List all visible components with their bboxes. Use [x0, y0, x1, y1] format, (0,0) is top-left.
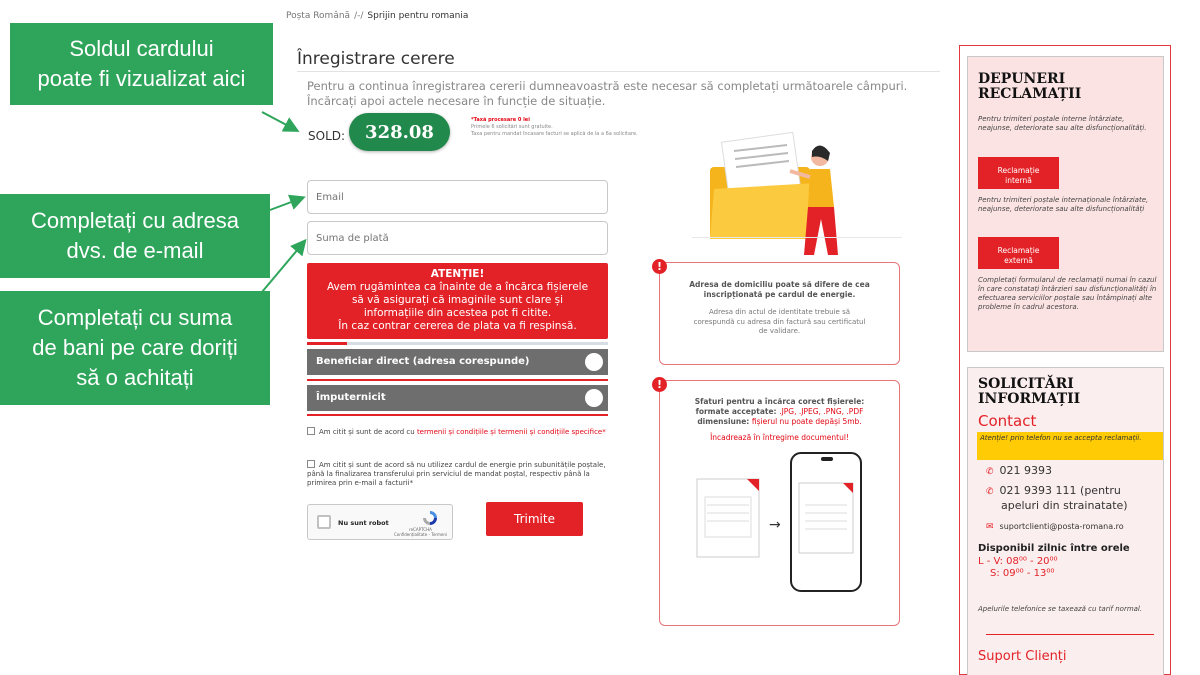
address-card-text: Adresa din actul de identitate trebuie să corespundă cu adresa din factură sau certificatul de validare.: [693, 308, 866, 335]
recaptcha-brand-name: reCAPTCHA: [409, 527, 432, 532]
phone-icon: ✆: [986, 467, 994, 477]
toggle-proxy-label: Împuternicit: [316, 392, 386, 403]
external-complaint-label1: Reclamație: [997, 246, 1040, 255]
phone-icon: ✆: [986, 487, 994, 497]
arrow-icon: [262, 112, 296, 130]
upload-size-value: fișierul nu poate depăși 5mb.: [751, 417, 862, 426]
complaints-title-line1: DEPUNERI: [978, 71, 1066, 87]
tax-note-line2: Taxa pentru mandat încasare facturi se aplică de la a 6a solicitare.: [471, 131, 638, 137]
complaints-title: [978, 72, 1081, 102]
arrow-icon: [270, 198, 302, 210]
warning-line: să vă asigurați că imaginile sunt clare și: [351, 294, 564, 306]
email-row[interactable]: [986, 520, 1124, 534]
sold-balance-badge: 328.08: [349, 113, 450, 151]
mail-icon: ✉: [986, 522, 994, 532]
tax-note-title: *Taxă procesare 0 lei: [471, 117, 530, 123]
upload-formats-label: formate acceptate:: [695, 407, 777, 416]
sold-label: SOLD:: [308, 129, 346, 143]
calls-cost-note: Apelurile telefonice se taxează cu tarif normal.: [978, 605, 1143, 613]
callout-email-line2: dvs. de e-mail: [66, 238, 204, 263]
phone-number: 021 9393: [999, 464, 1053, 477]
callout-email: [0, 194, 270, 278]
folder-illustration: [692, 127, 862, 262]
complaints-panel: [967, 56, 1164, 352]
internal-complaint-text: Pentru trimiteri poștale interne întârziate, neajunse, deteriorate sau alte disfuncționalități.: [978, 115, 1147, 132]
phone-complaint-note: Atenție! prin telefon nu se accepta reclamații.: [977, 432, 1164, 460]
illustration-divider: [692, 237, 902, 238]
form-intro: Pentru a continua înregistrarea cererii dumneavoastră este necesar să completați următoarele câmpuri. Încărcați apoi actele necesare în funcție de situație.: [307, 79, 908, 108]
exclamation-icon: !: [652, 259, 667, 274]
toggle-knob-icon[interactable]: [585, 389, 603, 407]
recaptcha-icon: [422, 510, 438, 526]
phone-abroad-note: apeluri din strainatate): [1001, 499, 1128, 512]
warning-line: Avem rugămintea ca înainte de a încărca fișierele: [326, 281, 589, 293]
breadcrumb-separator: /-/: [354, 11, 364, 21]
info-title-line2: INFORMAȚII: [978, 391, 1081, 407]
callout-amount-line1: Completați cu suma: [37, 305, 233, 330]
terms-text: Am citit și sunt de acord cu: [319, 428, 415, 436]
upload-size: [667, 417, 892, 427]
recaptcha-widget[interactable]: [307, 504, 453, 540]
title-divider: [297, 71, 940, 72]
info-divider: [986, 634, 1154, 635]
card-checkbox-row[interactable]: [307, 460, 612, 488]
document-phone-illustration: [685, 449, 875, 599]
external-complaint-text: Pentru trimiteri poștale internaționale întârziate, neajunse, deteriorate sau alte disfuncționalități: [978, 196, 1149, 213]
upload-formats-value: .JPG, .JPEG, .PNG, .PDF: [779, 407, 864, 416]
card-checkbox-text: Am citit și sunt de acord să nu utilizez cardul de energie prin subunitățile poștale, până la finalizarea transferului prin serviciul de mandat poștal, respectiv până la primirea prin e-mail a facturii*: [307, 461, 606, 487]
toggle-divider: [307, 414, 608, 416]
internal-complaint-label1: Reclamație: [997, 166, 1040, 175]
warning-line: informațiile din acestea pot fi citite.: [363, 307, 552, 319]
breadcrumb-current: Sprijin pentru romania: [367, 11, 469, 21]
phone-abroad-row[interactable]: [986, 484, 1128, 513]
toggle-knob-icon[interactable]: [585, 353, 603, 371]
toggle-proxy[interactable]: [307, 385, 608, 411]
support-title[interactable]: Suport Clienți: [978, 649, 1067, 664]
contact-title: Contact: [978, 412, 1037, 430]
callout-balance: [10, 23, 273, 105]
tax-note-line1: Primele 6 solicitări sunt gratuite.: [471, 124, 553, 130]
upload-formats: [667, 407, 892, 417]
upload-size-label: dimensiune:: [697, 417, 750, 426]
availability-saturday: S: 09⁰⁰ - 13⁰⁰: [990, 568, 1055, 579]
support-email: suportclienti@posta-romana.ro: [999, 522, 1124, 531]
external-complaint-label2: externă: [1004, 256, 1033, 265]
upload-tips-title: Sfaturi pentru a încărca corect fișierele:: [694, 397, 865, 406]
card-checkbox[interactable]: [307, 460, 315, 468]
submit-button[interactable]: Trimite: [486, 502, 583, 536]
exclamation-icon: !: [652, 377, 667, 392]
breadcrumb-home-link[interactable]: Poșta Română: [286, 11, 351, 21]
warning-title: ATENȚIE!: [430, 268, 485, 280]
recaptcha-brand: [394, 527, 447, 537]
callout-email-line1: Completați cu adresa: [31, 208, 239, 233]
internal-complaint-label2: internă: [1005, 176, 1032, 185]
terms-checkbox[interactable]: [307, 427, 315, 435]
address-card-strong: Adresa de domiciliu poate să difere de cea inscripționată pe cardul de energie.: [689, 280, 870, 299]
info-panel: [967, 367, 1164, 675]
recaptcha-label: Nu sunt robot: [338, 519, 389, 527]
toggle-direct-beneficiary[interactable]: [307, 349, 608, 375]
callout-amount: [0, 291, 270, 405]
info-title: [978, 377, 1080, 407]
terms-checkbox-row[interactable]: [307, 427, 612, 437]
phone-row[interactable]: [986, 464, 1052, 479]
upload-tip: Încadrează în întregime documentul!: [710, 433, 849, 442]
info-title-line1: SOLICITĂRI: [978, 376, 1074, 392]
upload-tips-card: [659, 380, 900, 626]
complaints-title-line2: RECLAMAȚII: [978, 86, 1082, 102]
complaint-form-text: Completați formularul de reclamații numai în cazul în care constatați întârzieri sau disfuncționalități în efectuarea serviciilor poștale sau întâmpinați alte probleme în cadrul acestora.: [978, 276, 1157, 311]
external-complaint-button[interactable]: [978, 237, 1059, 269]
recaptcha-checkbox[interactable]: [317, 515, 331, 529]
callout-balance-line2: poate fi vizualizat aici: [37, 66, 246, 91]
warning-line: În caz contrar cererea de plata va fi respinsă.: [338, 320, 577, 332]
phone-abroad-number: 021 9393 111 (pentru: [999, 484, 1121, 497]
recaptcha-links[interactable]: Confidențialitate - Termeni: [393, 532, 447, 537]
callout-amount-line2: de bani pe care doriți: [32, 335, 238, 360]
amount-input[interactable]: [307, 221, 608, 255]
tax-note: [471, 117, 721, 138]
warning-underline: [307, 342, 608, 345]
callout-amount-line3: să o achitați: [76, 365, 194, 390]
svg-text:→: →: [768, 517, 781, 533]
toggle-divider: [307, 379, 608, 381]
availability-title: Disponibil zilnic între orele: [978, 543, 1130, 554]
upload-warning: [307, 263, 608, 339]
availability-weekdays: L - V: 08⁰⁰ - 20⁰⁰: [978, 556, 1058, 567]
page-title: Înregistrare cerere: [297, 49, 455, 69]
address-info-card: [659, 262, 900, 365]
internal-complaint-button[interactable]: [978, 157, 1059, 189]
breadcrumb: [286, 11, 468, 21]
callout-balance-line1: Soldul cardului: [69, 36, 214, 61]
toggle-direct-label: Beneficiar direct (adresa corespunde): [316, 356, 530, 367]
terms-link[interactable]: termenii și condițiile și termenii și condițiile specifice*: [416, 428, 606, 436]
email-input[interactable]: [307, 180, 608, 214]
